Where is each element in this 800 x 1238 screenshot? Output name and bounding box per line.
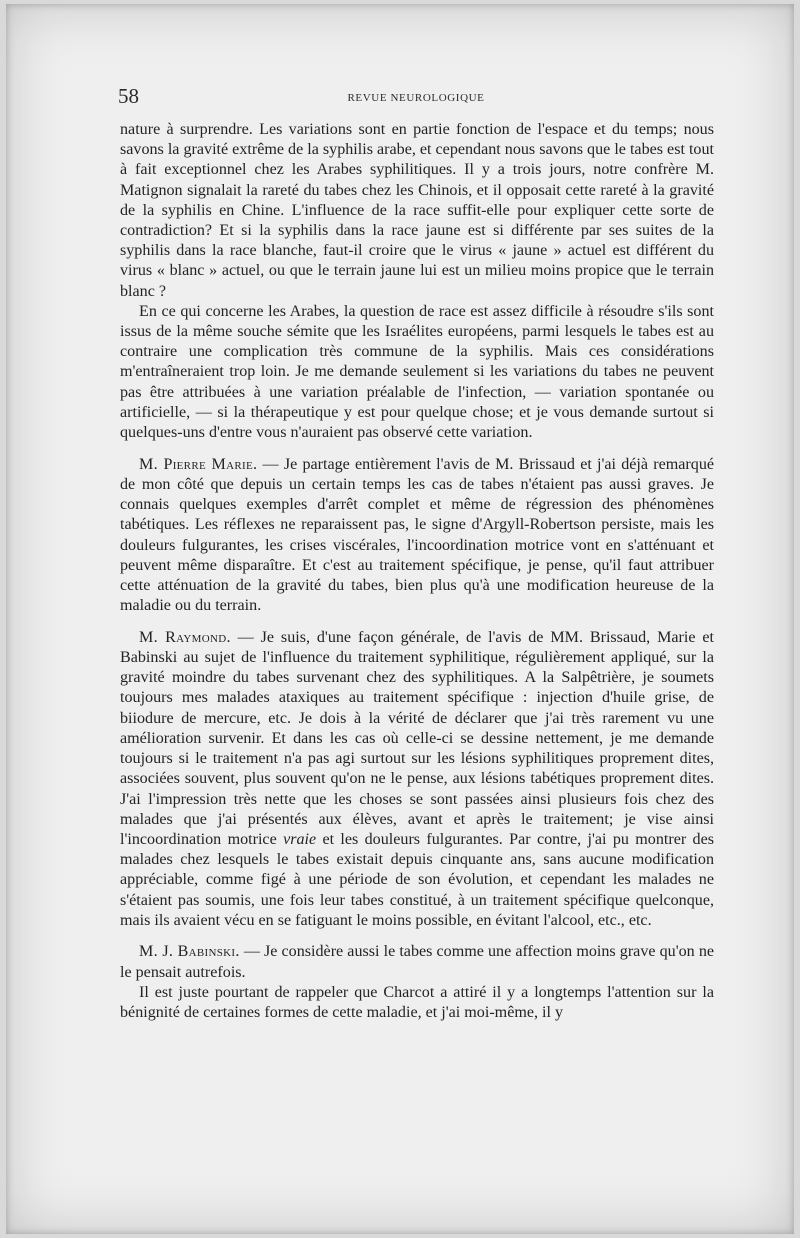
paragraph-text: — Je partage entièrement l'avis de M. Brissaud et j'ai déjà remarqué de mon côté que depuis un certain temps les cas de tabes n'étaient pas aussi graves. Je connais quelques exemples d'arrêt complet et même de régression des phénomènes tabétiques. Les réflexes ne reparaissent pas, le signe d'Argyll-Robertson persiste, mais les douleurs fulgurantes, les crises viscérales, l'incoordination motrice vont en s'atténuant et peuvent même disparaître. Et c'est au traitement spécifique, je pense, qu'il faut attribuer cette atténuation de la gravité du tabes, bien plus qu'à une modification heureuse de la maladie ou du terrain. <box>120 455 715 615</box>
paragraph-text: Il est juste pourtant de rappeler que Charcot a attiré il y a longtemps l'attention sur la bénignité de certaines formes de cette maladie, et j'ai moi-même, il y <box>120 983 714 1022</box>
paragraph-raymond <box>120 628 714 931</box>
paragraph-continuation <box>120 120 714 302</box>
paragraph-text: En ce qui concerne les Arabes, la question de race est assez difficile à résoudre s'ils sont issus de la même souche sémite que les Israélites européens, parmi lesquels le tabes est au contraire une complication très commune de la syphilis. Mais ces considérations m'entraîneraient trop loin. Je me demande seulement si les variations du tabes ne peuvent pas être attribuées à une variation préalable de l'infection, — variation spontanée ou artificielle, — si la thérapeutique y est pour quelque chose; et je vous demande surtout si quelques-uns d'entre vous n'auraient pas observé cette variation. <box>120 302 714 442</box>
paragraph-text: — Je considère aussi le tabes comme une affection moins grave qu'on ne le pensait autrefois. <box>120 943 715 981</box>
paragraph-text: nature à surprendre. Les variations sont en partie fonction de l'espace et du temps; nous savons la gravité extrême de la syphilis arabe, et cependant nous savons que le tabes est tout à fait exceptionnel chez les Arabes syphilitiques. Il y a trois jours, notre confrère M. Matignon signalait la rareté du tabes chez les Chinois, et il opposait cette rareté à la gravité de la syphilis en Chine. L'influence de la race suffit-elle pour expliquer cette sorte de contradiction? Et si la syphilis dans la race jaune est si différente par ses suites de la syphilis dans la race blanche, faut-il croire que le virus « jaune » actuel est différent du virus « blanc » actuel, ou que le terrain jaune lui est un milieu moins propice que le terrain blanc ? <box>120 121 714 300</box>
paragraph-pierre-marie <box>120 455 714 617</box>
speaker-name: M. Raymond. <box>139 628 231 646</box>
speaker-name: M. J. Babinski. <box>139 943 240 961</box>
page-number: 58 <box>118 84 139 108</box>
paragraph-babinski <box>120 942 714 982</box>
paragraph-text-after: et les douleurs fulgurantes. Par contre, j'ai pu montrer des malades chez lesquels le tabes existait depuis cinquante ans, sans aucune modification appréciable, comme figé à une période de son évolution, et cependant les malades ne s'étaient pas soumis, une fois leur tabes constitué, à un traitement spécifique quelconque, mais ils avaient vécu en se fatiguant le moins possible, en évitant l'alcool, etc., etc. <box>120 830 714 929</box>
page-header <box>118 84 714 114</box>
page-sheet <box>6 4 794 1234</box>
paragraph-arabes <box>120 302 714 443</box>
body-text <box>120 120 714 1023</box>
paragraph-text: — Je suis, d'une façon générale, de l'avis de MM. Brissaud, Marie et Babinski au sujet de l'influence du traitement syphilitique, régulièrement appliqué, sur la gravité moindre du tabes survenant chez des syphilitiques. A la Salpêtrière, je soumets toujours mes malades ataxiques au traitement spécifique : injection d'huile grise, de biiodure de mercure, etc. Je dois à la vérité de déclarer que j'ai très rarement vu une amélioration survenir. Et dans les cas où celle-ci se dessine nettement, je me demande toujours si le traitement n'a pas agi surtout sur les lésions syphilitiques proprement dites, associées souvent, plus souvent qu'on ne le pense, aux lésions tabétiques proprement dites. J'ai l'impression très nette que les choses se sont passées ainsi plusieurs fois chez des malades que j'ai présentés aux élèves, avant et après le traitement; je vise ainsi l'incoordination motrice <box>120 628 715 848</box>
speaker-name: M. Pierre Marie. <box>139 455 258 473</box>
paragraph-charcot <box>120 983 714 1023</box>
emphasis-word: vraie <box>283 830 317 848</box>
running-title: REVUE NEUROLOGIQUE <box>347 92 485 104</box>
